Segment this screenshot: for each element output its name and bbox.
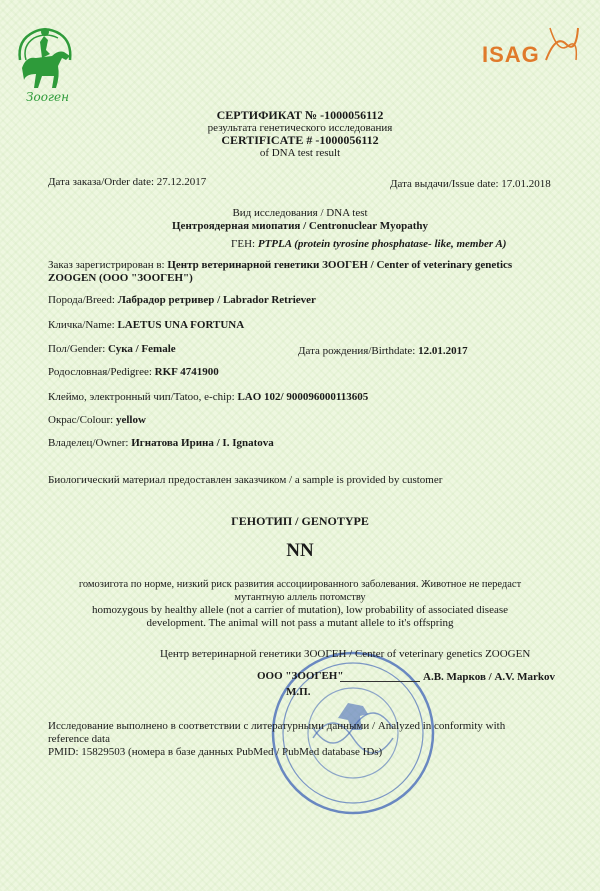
registration-value-1: Центр ветеринарной генетики ЗООГЕН / Center of veterinary genetics	[167, 259, 513, 271]
isag-logo-text: ISAG	[482, 42, 540, 67]
dna-swirl-icon	[542, 24, 582, 64]
issue-date: Дата выдачи/Issue date: 17.01.2018	[390, 178, 551, 190]
genotype-desc-en-2: development. The animal will not pass a mutant allele to it's offspring	[146, 617, 454, 629]
genotype-desc-ru-2: мутантную аллель потомству	[234, 592, 366, 603]
certificate-subtitle-en: of DNA test result	[259, 147, 341, 159]
birthdate-row	[298, 345, 468, 358]
signature-line	[340, 681, 420, 682]
colour-label: Окрас/Colour:	[48, 414, 116, 426]
gene-value: PTPLA (protein tyrosine phosphatase- like, member A)	[257, 238, 507, 250]
signature-center: Центр ветеринарной генетики ЗООГЕН / Center of veterinary genetics ZOOGEN	[160, 648, 531, 660]
certificate-title-en: CERTIFICATE # -1000056112	[221, 133, 379, 147]
birthdate-label: Дата рождения/Birthdate:	[298, 345, 419, 357]
genotype-value: NN	[286, 540, 314, 561]
signature-name: А.В. Марков / A.V. Markov	[423, 671, 556, 683]
footer-line-3: PMID: 15829503 (номера в базе данных PubMed / PubMed database IDs)	[48, 746, 383, 758]
owner-label: Владелец/Owner:	[48, 437, 132, 449]
registration-value-2: ZOOGEN (ООО "ЗООГЕН")	[48, 272, 193, 284]
pedigree-label: Родословная/Pedigree:	[48, 366, 155, 378]
gender-label: Пол/Gender:	[48, 343, 109, 355]
gender-value: Сука / Female	[108, 343, 176, 355]
test-type-label: Вид исследования / DNA test	[232, 207, 368, 219]
certificate-title-ru: СЕРТИФИКАТ № -1000056112	[216, 108, 384, 122]
seal-mp: М.П.	[286, 686, 311, 698]
genotype-desc-ru-1: гомозигота по норме, низкий риск развития ассоциированного заболевания. Животное не передаст	[78, 579, 522, 590]
registration-line	[48, 259, 512, 272]
order-date: Дата заказа/Order date: 27.12.2017	[48, 176, 207, 188]
name-row	[48, 319, 244, 332]
footer-line-2: reference data	[48, 733, 110, 745]
birthdate-value: 12.01.2017	[418, 345, 468, 357]
breed-row	[48, 294, 316, 307]
sample-note: Биологический материал предоставлен заказчиком / a sample is provided by customer	[48, 474, 443, 486]
breed-label: Порода/Breed:	[48, 294, 118, 306]
colour-value: yellow	[115, 414, 146, 426]
signature-org: ООО "ЗООГЕН"	[257, 670, 344, 682]
chip-value: LAO 102/ 900096000113605	[237, 391, 369, 403]
name-label: Кличка/Name:	[48, 319, 118, 331]
owner-value: Игнатова Ирина / I. Ignatova	[131, 437, 274, 449]
footer-line-1: Исследование выполнено в соответствии с литературными данными / Analyzed in conformity with	[48, 720, 506, 732]
certificate-subtitle-ru: результата генетического исследования	[207, 122, 393, 134]
pedigree-row	[48, 366, 219, 379]
zoogen-logo	[12, 20, 82, 110]
gene-line	[231, 238, 506, 251]
breed-value: Лабрадор ретривер / Labrador Retriever	[117, 294, 316, 306]
genotype-desc-en-1: homozygous by healthy allele (not a carrier of mutation), low probability of associated disease	[91, 604, 509, 616]
colour-row	[48, 414, 146, 427]
gender-row	[48, 343, 176, 356]
chip-label: Клеймо, электронный чип/Tatoo, e-chip:	[48, 391, 238, 403]
test-name: Центроядерная миопатия / Centronuclear Myopathy	[172, 220, 428, 232]
pedigree-value: RKF 4741900	[154, 366, 219, 378]
genotype-title: ГЕНОТИП / GENOTYPE	[231, 514, 369, 528]
registration-label: Заказ зарегистрирован в:	[48, 259, 168, 271]
name-value: LAETUS UNA FORTUNA	[117, 319, 245, 331]
isag-logo	[482, 24, 582, 72]
gene-label: ГЕН:	[231, 238, 258, 250]
chip-row	[48, 391, 368, 404]
owner-row	[48, 437, 274, 450]
logo-caption: Зооген	[26, 90, 69, 104]
